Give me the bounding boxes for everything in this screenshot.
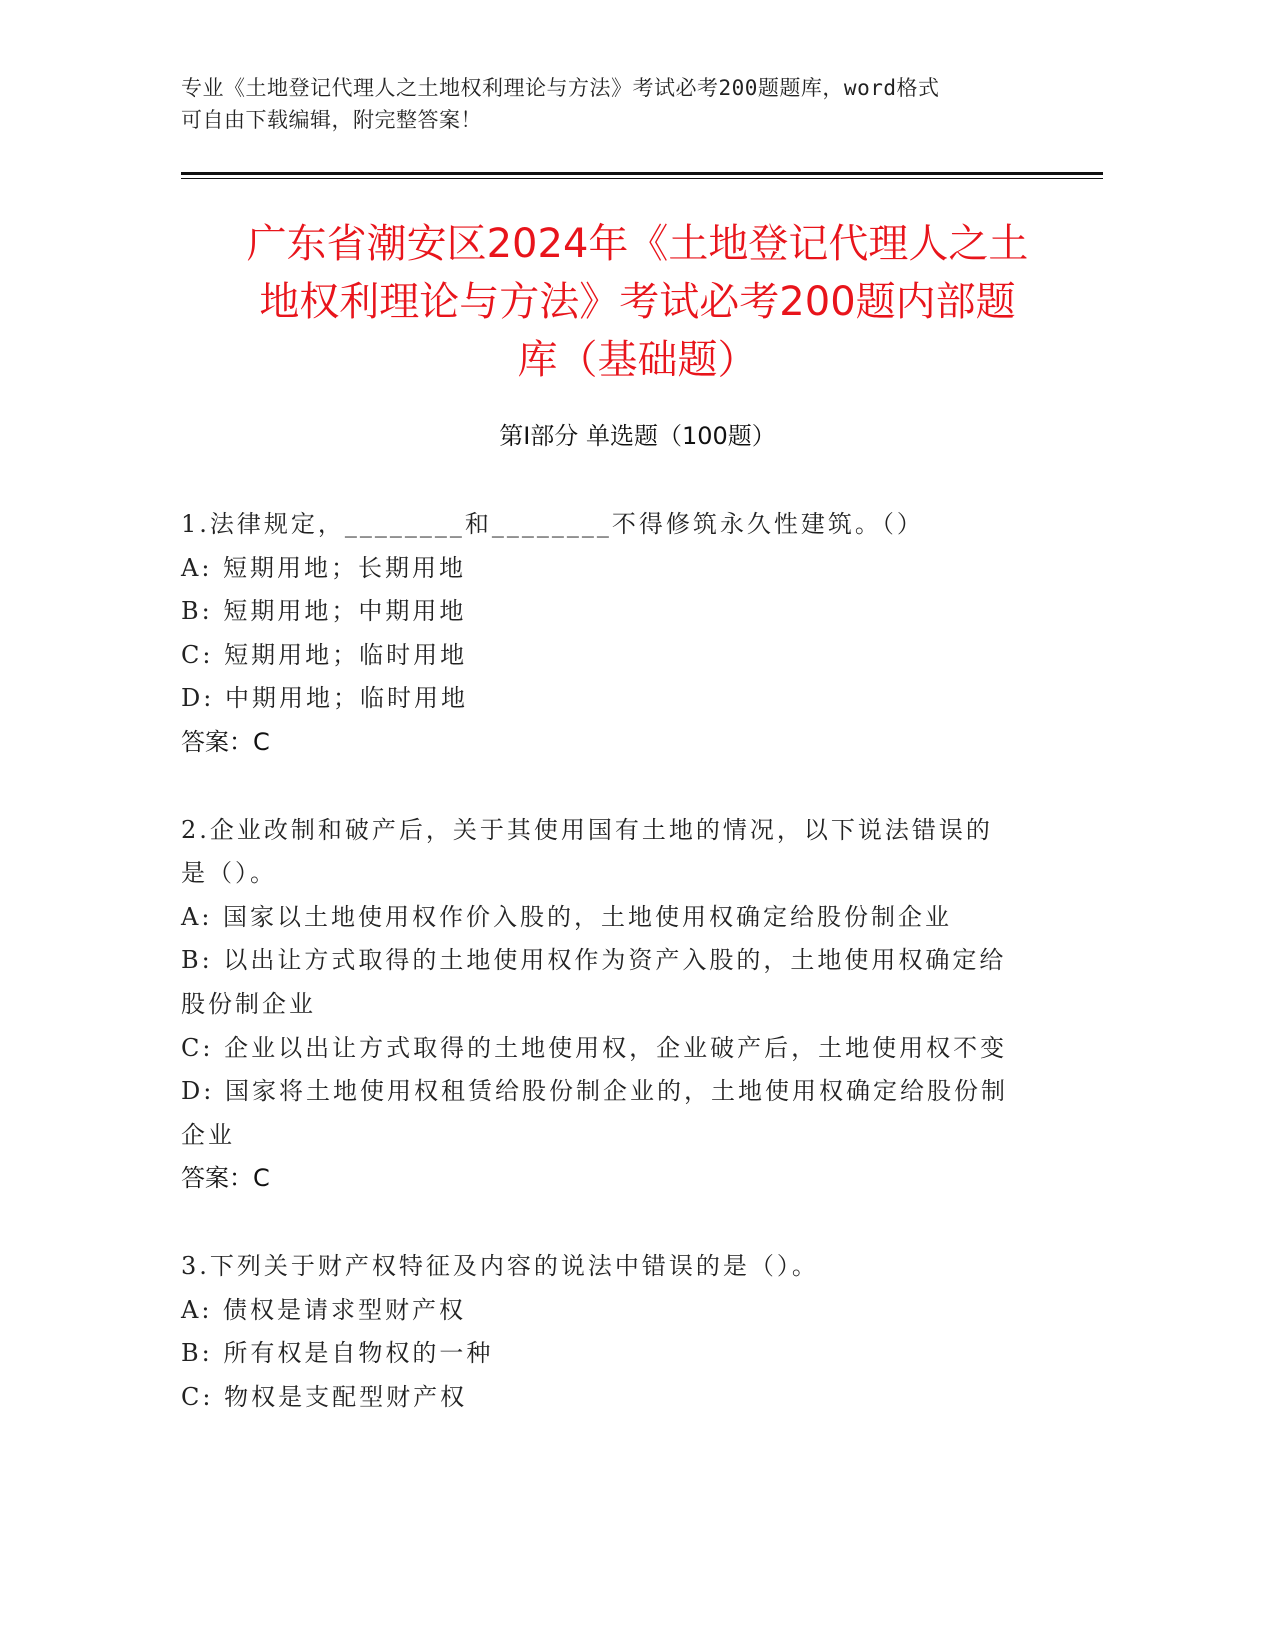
question-option: D: 中期用地；临时用地 bbox=[181, 684, 468, 713]
title-line-3: 库（基础题） bbox=[517, 337, 758, 383]
answer-label: 答案：C bbox=[181, 727, 270, 756]
question-option: B: 以出让方式取得的土地使用权作为资产入股的，土地使用权确定给 bbox=[181, 946, 1007, 975]
question-option: D: 国家将土地使用权租赁给股份制企业的，土地使用权确定给股份制 bbox=[181, 1077, 1008, 1106]
question-option: B: 所有权是自物权的一种 bbox=[181, 1339, 494, 1368]
title-line-1: 广东省潮安区2024年《土地登记代理人之土 bbox=[246, 221, 1029, 267]
question-item bbox=[181, 1245, 1031, 1419]
question-option: A: 国家以土地使用权作价入股的，土地使用权确定给股份制企业 bbox=[181, 902, 953, 931]
question-item bbox=[181, 503, 1031, 765]
question-option: A: 债权是请求型财产权 bbox=[181, 1295, 467, 1324]
title-line-2: 地权利理论与方法》考试必考200题内部题 bbox=[259, 279, 1016, 325]
question-option: C: 物权是支配型财产权 bbox=[181, 1382, 468, 1411]
question-option: C: 企业以出让方式取得的土地使用权，企业破产后，土地使用权不变 bbox=[181, 1033, 1008, 1062]
header-divider-thin bbox=[181, 178, 1103, 179]
document-title bbox=[181, 215, 1094, 389]
question-option: A: 短期用地；长期用地 bbox=[181, 553, 467, 582]
question-list bbox=[181, 503, 1031, 1463]
header-divider-thick bbox=[181, 172, 1103, 175]
question-item bbox=[181, 809, 1031, 1201]
question-stem: 2.企业改制和破产后，关于其使用国有土地的情况，以下说法错误的 bbox=[181, 815, 993, 844]
header-line-2: 可自由下载编辑，附完整答案！ bbox=[181, 108, 482, 132]
page-header bbox=[181, 72, 1041, 136]
question-stem: 是（）。 bbox=[181, 859, 277, 888]
answer-label: 答案：C bbox=[181, 1164, 270, 1193]
header-line-1: 专业《土地登记代理人之土地权利理论与方法》考试必考200题题库，word格式 bbox=[181, 76, 940, 100]
question-option: C: 短期用地；临时用地 bbox=[181, 640, 468, 669]
question-stem: 1.法律规定，________和________不得修筑永久性建筑。（） bbox=[181, 510, 924, 538]
question-stem: 3.下列关于财产权特征及内容的说法中错误的是（）。 bbox=[181, 1251, 819, 1280]
section-heading: 第Ⅰ部分 单选题（100题） bbox=[499, 422, 776, 450]
question-option: 股份制企业 bbox=[181, 989, 316, 1018]
question-option: B: 短期用地；中期用地 bbox=[181, 597, 467, 626]
question-option: 企业 bbox=[181, 1120, 235, 1149]
